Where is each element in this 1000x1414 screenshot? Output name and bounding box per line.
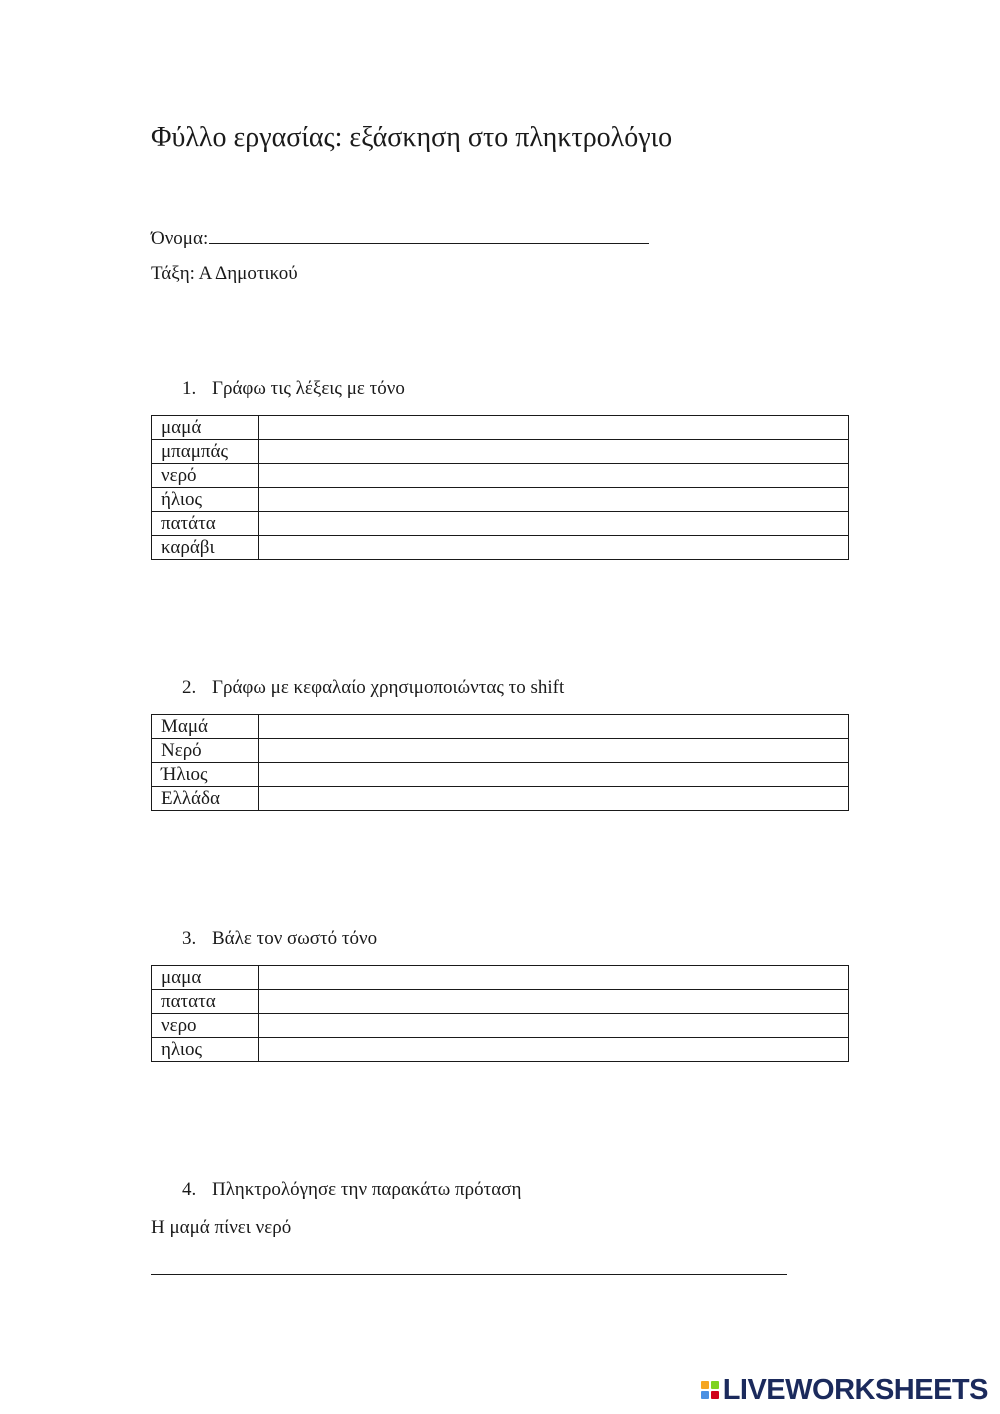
section-title: Βάλε τον σωστό τόνο [212,928,378,949]
word-cell: μαμα [152,966,259,990]
table-row [152,488,849,512]
word-cell: καράβι [152,536,259,560]
logo-text: LIVEWORKSHEETS [722,1374,988,1406]
answer-cell[interactable] [259,440,849,464]
section-3-table [151,965,849,1062]
table-row [152,966,849,990]
section-title: Γράφω με κεφαλαίο χρησιμοποιώντας το shift [212,677,565,698]
answer-cell[interactable] [259,787,849,811]
answer-cell[interactable] [259,488,849,512]
answer-cell[interactable] [259,416,849,440]
name-row [151,223,649,252]
name-input-line[interactable] [209,223,649,244]
page-title: Φύλλο εργασίας: εξάσκηση στο πληκτρολόγιο [151,122,673,153]
logo-mark-square [711,1391,719,1399]
section-number: 4. [182,1179,197,1200]
word-cell: μπαμπάς [152,440,259,464]
word-cell: πατάτα [152,512,259,536]
liveworksheets-logo-icon [701,1381,719,1399]
logo-mark-square [701,1381,709,1389]
liveworksheets-logo [701,1373,988,1407]
table-row [152,787,849,811]
answer-cell[interactable] [259,739,849,763]
section-title: Γράφω τις λέξεις με τόνο [212,378,405,399]
section-3-heading [182,926,377,952]
word-cell: μαμά [152,416,259,440]
logo-mark-square [701,1391,709,1399]
answer-cell[interactable] [259,464,849,488]
answer-cell[interactable] [259,990,849,1014]
logo-mark-square [711,1381,719,1389]
word-cell: Ήλιος [152,763,259,787]
word-cell: ήλιος [152,488,259,512]
section-2-table [151,714,849,811]
section-number: 2. [182,677,197,698]
word-cell: νερό [152,464,259,488]
answer-cell[interactable] [259,715,849,739]
word-cell: πατατα [152,990,259,1014]
table-row [152,715,849,739]
section-number: 3. [182,928,197,949]
table-row [152,416,849,440]
section-4-heading [182,1177,521,1203]
section-number: 1. [182,378,197,399]
table-row [152,536,849,560]
table-row [152,464,849,488]
word-cell: Μαμά [152,715,259,739]
answer-cell[interactable] [259,966,849,990]
table-row [152,512,849,536]
section-1-heading [182,376,405,402]
answer-cell[interactable] [259,512,849,536]
section-title: Πληκτρολόγησε την παρακάτω πρόταση [212,1179,522,1200]
word-cell: Νερό [152,739,259,763]
table-row [152,739,849,763]
example-sentence: Η μαμά πίνει νερό [151,1217,292,1238]
answer-cell[interactable] [259,1014,849,1038]
table-row [152,763,849,787]
table-row [152,440,849,464]
answer-cell[interactable] [259,1038,849,1062]
table-row [152,1038,849,1062]
answer-cell[interactable] [259,763,849,787]
class-label: Τάξη: Α Δημοτικού [151,263,298,284]
sentence-answer-line[interactable] [151,1274,787,1275]
table-row [152,1014,849,1038]
name-label: Όνομα: [151,228,209,249]
section-1-table [151,415,849,560]
word-cell: νερο [152,1014,259,1038]
answer-cell[interactable] [259,536,849,560]
word-cell: ηλιος [152,1038,259,1062]
word-cell: Ελλάδα [152,787,259,811]
table-row [152,990,849,1014]
section-2-heading [182,675,564,701]
